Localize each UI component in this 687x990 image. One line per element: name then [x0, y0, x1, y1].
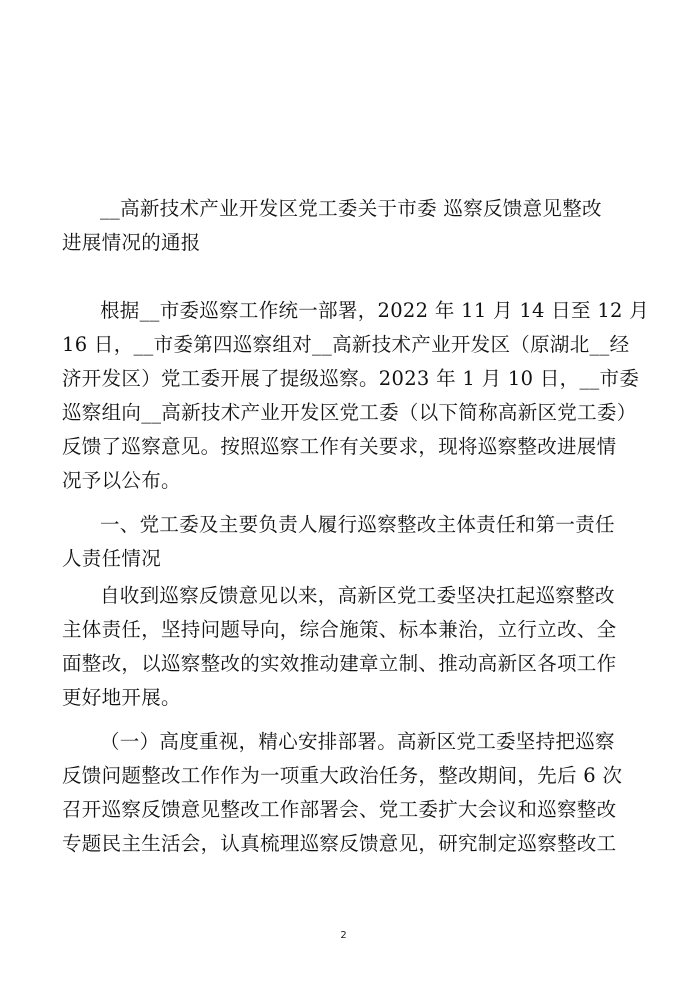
paragraph-line: 济开发区）党工委开展了提级巡察。2023 年 1 月 10 日，__市委: [62, 367, 640, 390]
title-line-1: __高新技术产业开发区党工委关于市委 巡察反馈意见整改: [100, 197, 602, 220]
title-line-2: 进展情况的通报: [62, 231, 201, 254]
paragraph-line: 自收到巡察反馈意见以来，高新区党工委坚决扛起巡察整改: [100, 584, 615, 607]
paragraph-line: （一）高度重视，精心安排部署。高新区党工委坚持把巡察: [100, 730, 615, 753]
paragraph-line: 16 日，__市委第四巡察组对__高新技术产业开发区（原湖北__经: [62, 333, 630, 356]
section-heading-line: 一、党工委及主要负责人履行巡察整改主体责任和第一责任: [100, 513, 615, 536]
paragraph-line: 反馈了巡察意见。按照巡察工作有关要求，现将巡察整改进展情: [62, 435, 617, 458]
paragraph-line: 巡察组向__高新技术产业开发区党工委（以下简称高新区党工委）: [62, 401, 637, 424]
paragraph-line: 专题民主生活会，认真梳理巡察反馈意见，研究制定巡察整改工: [62, 832, 617, 855]
section-heading-line: 人责任情况: [62, 547, 162, 570]
paragraph-line: 面整改，以巡察整改的实效推动建章立制、推动高新区各项工作: [62, 652, 617, 675]
paragraph-line: 主体责任，坚持问题导向，综合施策、标本兼治，立行立改、全: [62, 618, 617, 641]
paragraph-line: 更好地开展。: [62, 686, 181, 709]
page-number: 2: [340, 930, 347, 941]
paragraph-line: 根据__市委巡察工作统一部署，2022 年 11 月 14 日至 12 月: [100, 299, 650, 322]
paragraph-line: 况予以公布。: [62, 469, 181, 492]
paragraph-line: 召开巡察反馈意见整改工作部署会、党工委扩大会议和巡察整改: [62, 798, 617, 821]
paragraph-line: 反馈问题整改工作作为一项重大政治任务，整改期间，先后 6 次: [62, 764, 623, 787]
